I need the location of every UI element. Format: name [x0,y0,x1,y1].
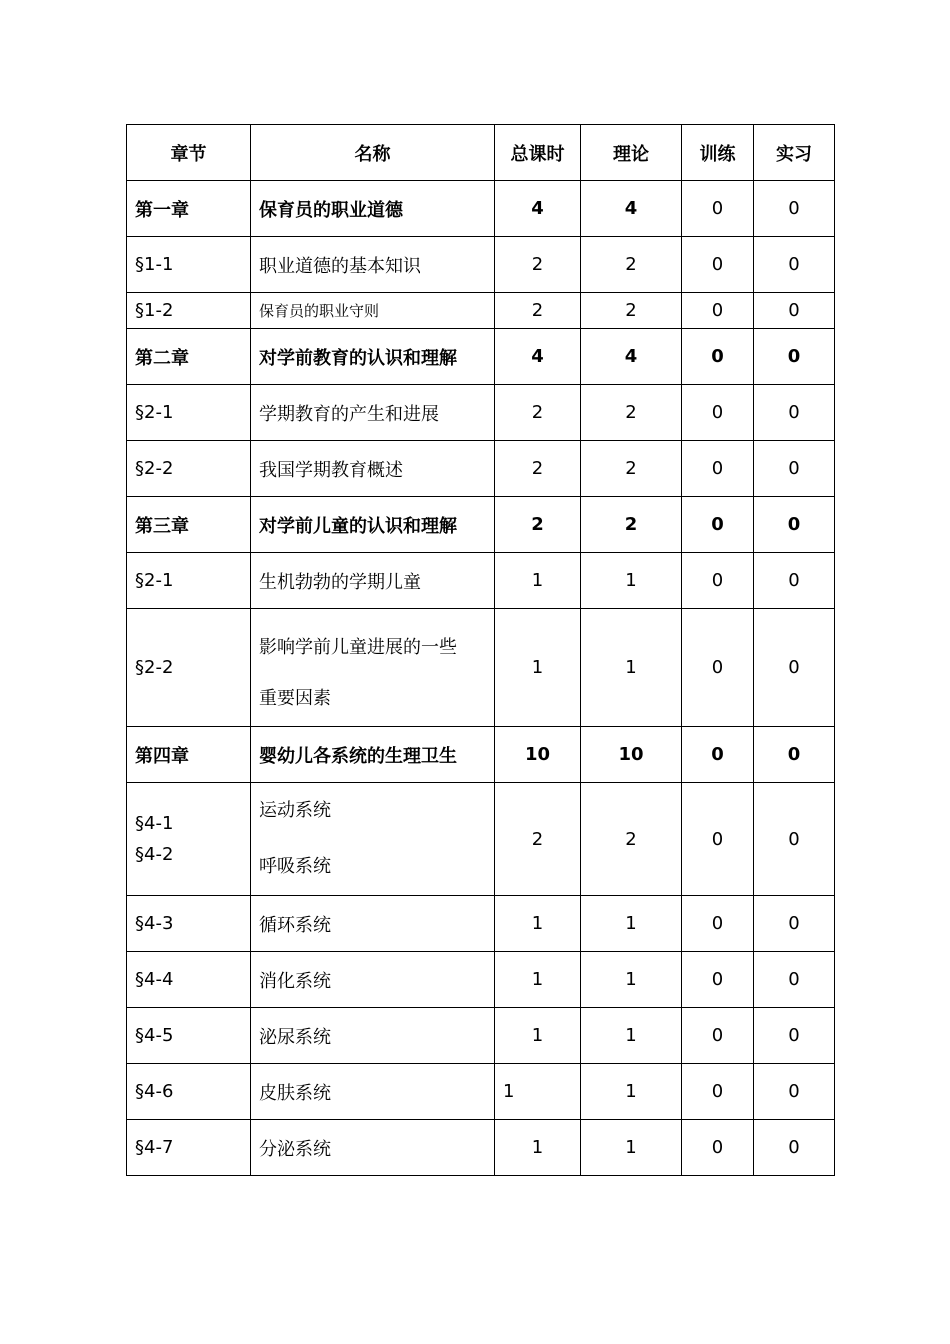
name-cell: 对学前教育的认识和理解 [251,329,495,385]
section-cell: §2-2 [127,609,251,727]
name-cell [251,783,495,896]
name-cell: 学期教育的产生和进展 [251,385,495,441]
total-hours-cell: 2 [495,783,581,896]
section-cell: 第三章 [127,497,251,553]
total-hours-cell: 2 [495,293,581,329]
practice-cell: 0 [754,1008,835,1064]
total-hours-cell: 1 [495,1064,581,1120]
theory-cell: 1 [581,609,682,727]
table-row [127,385,835,441]
total-hours-cell: 1 [495,609,581,727]
practice-cell: 0 [754,293,835,329]
section-line: §4-1 [135,813,174,834]
section-cell [127,783,251,896]
theory-cell: 4 [581,181,682,237]
practice-cell: 0 [754,1064,835,1120]
name-cell: 保育员的职业道德 [251,181,495,237]
section-cell: §2-1 [127,553,251,609]
training-cell: 0 [682,181,754,237]
training-cell: 0 [682,896,754,952]
total-hours-cell: 2 [495,237,581,293]
theory-cell: 1 [581,896,682,952]
header-theory: 理论 [581,125,682,181]
table-row [127,1120,835,1176]
name-line: 影响学前儿童进展的一些 [259,636,457,658]
theory-cell: 1 [581,1064,682,1120]
section-cell: §4-6 [127,1064,251,1120]
header-practice: 实习 [754,125,835,181]
header-name: 名称 [251,125,495,181]
practice-cell: 0 [754,727,835,783]
practice-cell: 0 [754,783,835,896]
training-cell: 0 [682,609,754,727]
theory-cell: 2 [581,385,682,441]
name-cell [251,609,495,727]
total-hours-cell: 1 [495,553,581,609]
training-cell: 0 [682,441,754,497]
section-cell: §4-3 [127,896,251,952]
practice-cell: 0 [754,609,835,727]
table-row [127,181,835,237]
theory-cell: 2 [581,783,682,896]
total-hours-cell: 1 [495,1120,581,1176]
total-hours-cell: 4 [495,181,581,237]
training-cell: 0 [682,237,754,293]
section-line: §4-2 [135,844,174,865]
table-row [127,1064,835,1120]
total-hours-cell: 4 [495,329,581,385]
training-cell: 0 [682,1120,754,1176]
table-row [127,609,835,727]
name-cell: 对学前儿童的认识和理解 [251,497,495,553]
practice-cell: 0 [754,181,835,237]
table-row [127,783,835,896]
practice-cell: 0 [754,329,835,385]
header-section: 章节 [127,125,251,181]
name-cell: 泌尿系统 [251,1008,495,1064]
practice-cell: 0 [754,441,835,497]
theory-cell: 2 [581,293,682,329]
training-cell: 0 [682,952,754,1008]
table-row [127,329,835,385]
section-cell: 第二章 [127,329,251,385]
header-total-hours: 总课时 [495,125,581,181]
name-cell: 生机勃勃的学期儿童 [251,553,495,609]
training-cell: 0 [682,553,754,609]
theory-cell: 10 [581,727,682,783]
training-cell: 0 [682,385,754,441]
total-hours-cell: 2 [495,385,581,441]
table-row [127,293,835,329]
total-hours-cell: 2 [495,441,581,497]
practice-cell: 0 [754,952,835,1008]
theory-cell: 1 [581,952,682,1008]
training-cell: 0 [682,727,754,783]
table-row [127,441,835,497]
name-line: 重要因素 [259,687,331,709]
theory-cell: 2 [581,497,682,553]
total-hours-cell: 1 [495,896,581,952]
total-hours-cell: 1 [495,1008,581,1064]
table-row [127,896,835,952]
header-training: 训练 [682,125,754,181]
name-cell: 职业道德的基本知识 [251,237,495,293]
name-cell: 我国学期教育概述 [251,441,495,497]
name-cell: 分泌系统 [251,1120,495,1176]
total-hours-cell: 1 [495,952,581,1008]
theory-cell: 2 [581,237,682,293]
section-cell: §1-1 [127,237,251,293]
practice-cell: 0 [754,385,835,441]
theory-cell: 1 [581,1120,682,1176]
section-cell: §2-1 [127,385,251,441]
name-cell: 保育员的职业守则 [251,293,495,329]
practice-cell: 0 [754,1120,835,1176]
table-row [127,237,835,293]
training-cell: 0 [682,293,754,329]
training-cell: 0 [682,1064,754,1120]
theory-cell: 1 [581,1008,682,1064]
theory-cell: 4 [581,329,682,385]
practice-cell: 0 [754,896,835,952]
name-cell: 皮肤系统 [251,1064,495,1120]
name-cell: 循环系统 [251,896,495,952]
table-row [127,952,835,1008]
name-line: 运动系统 [259,800,331,821]
training-cell: 0 [682,1008,754,1064]
section-cell: §1-2 [127,293,251,329]
training-cell: 0 [682,329,754,385]
theory-cell: 1 [581,553,682,609]
section-cell: §4-4 [127,952,251,1008]
section-cell: 第一章 [127,181,251,237]
section-cell: §4-5 [127,1008,251,1064]
theory-cell: 2 [581,441,682,497]
practice-cell: 0 [754,497,835,553]
course-hours-table [126,124,835,1176]
section-cell: §4-7 [127,1120,251,1176]
table-row [127,1008,835,1064]
table-header-row [127,125,835,181]
section-cell: 第四章 [127,727,251,783]
name-cell: 婴幼儿各系统的生理卫生 [251,727,495,783]
table-row [127,727,835,783]
total-hours-cell: 10 [495,727,581,783]
section-cell: §2-2 [127,441,251,497]
training-cell: 0 [682,783,754,896]
total-hours-cell: 2 [495,497,581,553]
training-cell: 0 [682,497,754,553]
practice-cell: 0 [754,237,835,293]
name-line: 呼吸系统 [259,856,331,877]
practice-cell: 0 [754,553,835,609]
table-row [127,497,835,553]
table-row [127,553,835,609]
name-cell: 消化系统 [251,952,495,1008]
